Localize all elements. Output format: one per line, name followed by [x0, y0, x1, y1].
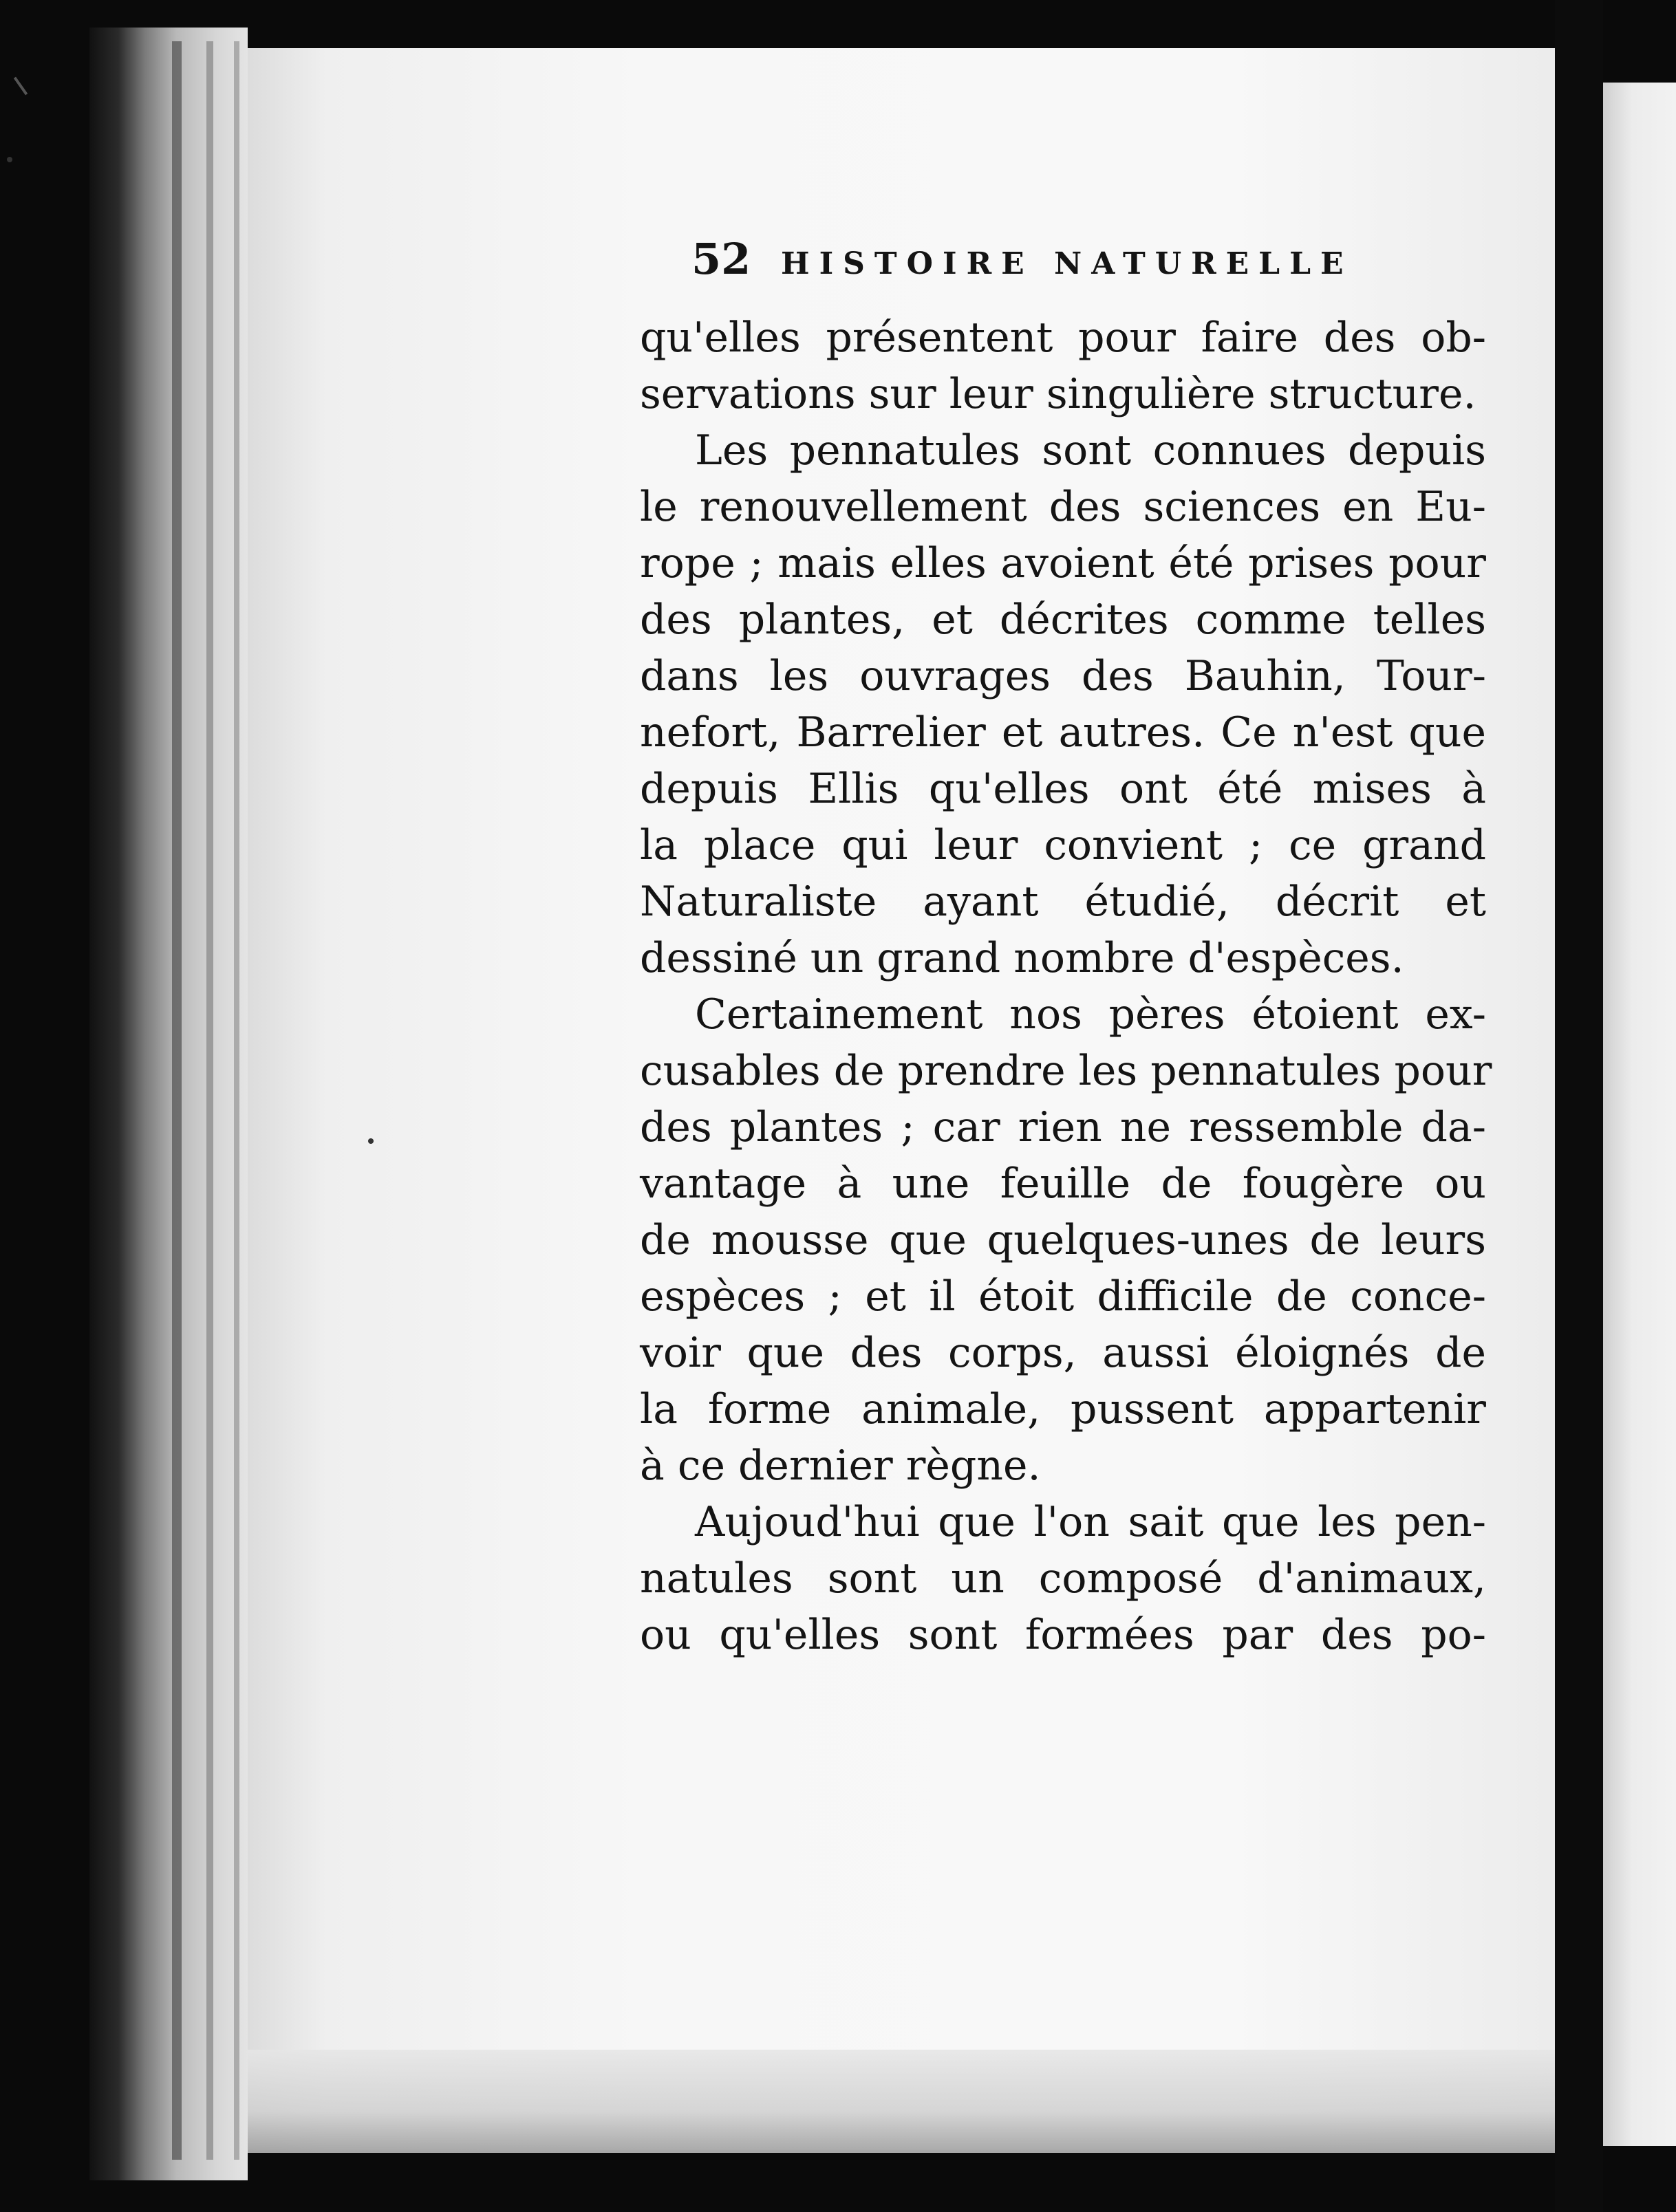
text-line: de mousse que quelques-unes de leurs	[640, 1216, 1486, 1264]
running-head	[691, 234, 1486, 310]
text-line: ou qu'elles sont formées par des po-	[640, 1611, 1486, 1659]
running-head-title: HISTOIRE NATURELLE	[781, 246, 1353, 281]
page-text	[640, 234, 1492, 1663]
text-line: dessiné un grand nombre d'espèces.	[640, 934, 1404, 982]
facing-page-edge	[1603, 83, 1676, 2146]
paragraph	[640, 986, 1492, 1494]
text-line: natules sont un composé d'animaux,	[640, 1554, 1486, 1603]
text-line: la place qui leur convient ; ce grand	[640, 821, 1486, 869]
paragraph	[640, 422, 1486, 986]
text-line: vantage à une feuille de fougère ou	[640, 1160, 1486, 1208]
text-line: des plantes, et décrites comme telles	[640, 596, 1486, 644]
scan-artifact	[368, 1138, 374, 1144]
page-edge	[172, 41, 182, 2160]
book-binding	[89, 28, 248, 2180]
gutter-shadow	[1555, 0, 1603, 2212]
text-line: Certainement nos pères étoient ex-	[695, 990, 1486, 1039]
text-line: la forme animale, pussent appartenir	[640, 1385, 1486, 1433]
page-number: 52	[691, 234, 751, 284]
page-edge	[234, 41, 239, 2160]
text-line: nefort, Barrelier et autres. Ce n'est que	[640, 708, 1486, 757]
text-line: le renouvellement des sciences en Eu-	[640, 483, 1486, 531]
text-line: à ce dernier règne.	[640, 1442, 1041, 1490]
page-bottom-shadow	[248, 2050, 1555, 2153]
text-line: qu'elles présentent pour faire des ob-	[640, 314, 1486, 362]
text-line: depuis Ellis qu'elles ont été mises à	[640, 765, 1486, 813]
text-line: rope ; mais elles avoient été prises pour	[640, 539, 1486, 587]
text-line: Aujoud'hui que l'on sait que les pen-	[695, 1498, 1486, 1546]
text-line: espèces ; et il étoit difficile de conce-	[640, 1272, 1486, 1321]
text-line: servations sur leur singulière structure.	[640, 370, 1476, 418]
text-line: dans les ouvrages des Bauhin, Tour-	[640, 652, 1486, 700]
paragraph	[640, 1494, 1486, 1663]
paragraph	[640, 310, 1486, 422]
text-line: cusables de prendre les pennatules pour	[640, 1047, 1492, 1095]
scan-artifact	[7, 157, 12, 162]
text-line: Naturaliste ayant étudié, décrit et	[640, 878, 1486, 926]
text-line: des plantes ; car rien ne ressemble da-	[640, 1103, 1486, 1151]
scan-artifact	[14, 77, 28, 96]
text-line: Les pennatules sont connues depuis	[695, 426, 1486, 475]
text-line: voir que des corps, aussi éloignés de	[640, 1329, 1486, 1377]
page-edge	[206, 41, 213, 2160]
